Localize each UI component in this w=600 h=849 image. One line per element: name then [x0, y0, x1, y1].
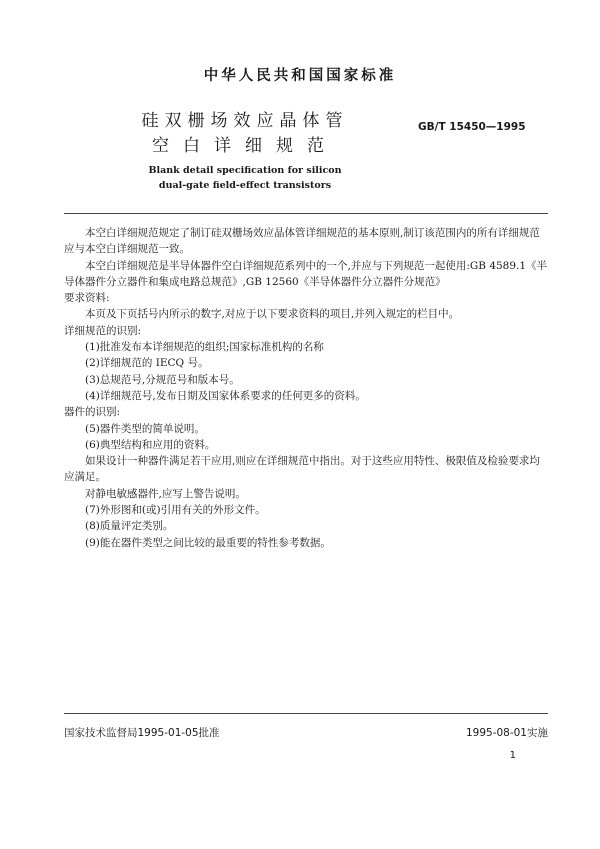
document-title-line1: 硅双栅场效应晶体管 — [141, 111, 349, 131]
list-item: (9)能在器件类型之间比较的最重要的特性参考数据。 — [85, 536, 331, 549]
paragraph: 本页及下页括号内所示的数字,对应于以下要求资料的项目,并列入规定的栏目中。 — [85, 308, 460, 321]
english-title-line1: Blank detail specification for silicon — [148, 165, 342, 176]
paragraph: 本空白详细规范规定了制订硅双栅场效应晶体管详细规范的基本原则,制订该范围内的所有详细规范应与本空白详细规范一致。 — [64, 227, 540, 256]
list-item: (2)详细规范的 IECQ 号。 — [85, 357, 209, 370]
top-divider — [64, 213, 548, 214]
list-item: (8)质量评定类别。 — [85, 520, 174, 533]
bottom-divider — [64, 713, 548, 714]
english-title-line2: dual-gate field-effect transistors — [158, 180, 332, 191]
paragraph: 本空白详细规范是半导体器件空白详细规范系列中的一个,并应与下列规范一起使用:GB 4589.1《半导体器件分立器件和集成电路总规范》,GB 12560《半导体器件分立器件分规范》 — [64, 259, 548, 288]
paragraph: 对静电敏感器件,应写上警告说明。 — [85, 487, 246, 500]
issuer-heading: 中华人民共和国国家标准 — [203, 68, 397, 84]
document-title-line2: 空白详细规范 — [152, 136, 338, 156]
section-label: 器件的识别: — [64, 406, 121, 419]
approval-date: 国家技术监督局1995-01-05批准 — [64, 727, 220, 739]
body-text — [64, 225, 548, 551]
list-item: (6)典型结构和应用的资料。 — [85, 438, 216, 451]
page-number: 1 — [509, 750, 516, 761]
standard-number: GB/T 15450—1995 — [418, 121, 526, 133]
paragraph: 如果设计一种器件满足若干应用,则应在详细规范中指出。对于这些应用特性、极限值及检验要求均应满足。 — [64, 455, 540, 484]
list-item: (4)详细规范号,发布日期及国家体系要求的任何更多的资料。 — [85, 389, 366, 402]
list-item: (5)器件类型的简单说明。 — [85, 422, 205, 435]
list-item: (7)外形图和(或)引用有关的外形文件。 — [85, 504, 266, 517]
list-item: (3)总规范号,分规范号和版本号。 — [85, 373, 240, 386]
effective-date: 1995-08-01实施 — [465, 727, 548, 739]
section-label: 详细规范的识别: — [64, 324, 142, 337]
section-label: 要求资料: — [64, 292, 110, 305]
list-item: (1)批准发布本详细规范的组织;国家标准机构的名称 — [85, 341, 324, 354]
